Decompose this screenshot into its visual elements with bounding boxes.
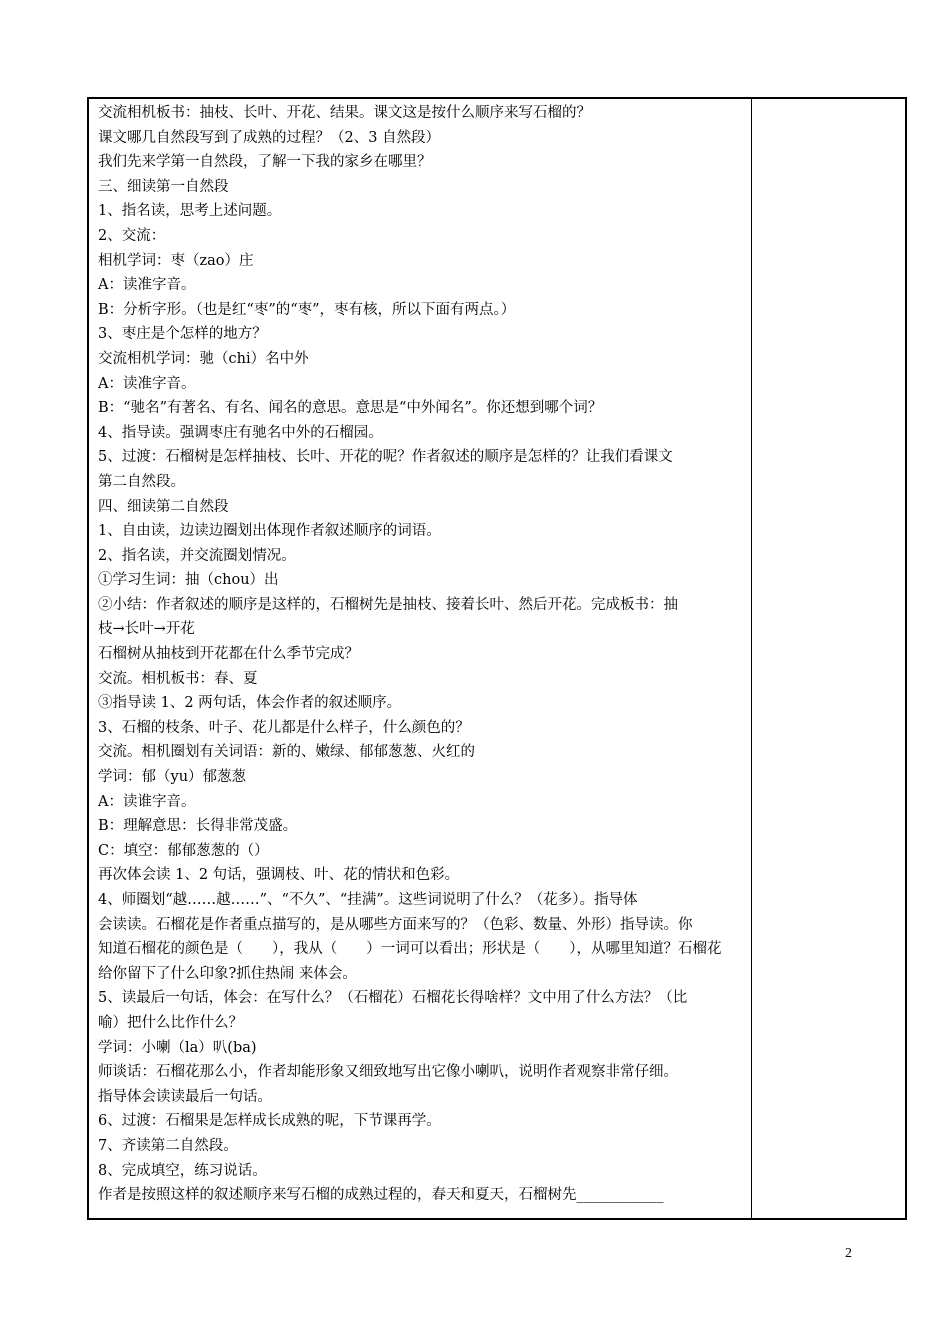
text-line: 交流相机学词：驰（chi）名中外: [98, 350, 309, 367]
text-line: 7、齐读第二自然段。: [98, 1137, 238, 1154]
text-line: 3、石榴的枝条、叶子、花儿都是什么样子，什么颜色的？: [98, 719, 470, 736]
page-number: 2: [845, 1246, 852, 1261]
text-line: 5、读最后一句话，体会：在写什么？（石榴花）石榴花长得啥样？文中用了什么方法？（比: [98, 990, 688, 1007]
text-line: 作者是按照这样的叙述顺序来写石榴的成熟过程的，春天和夏天，石榴树先____________: [98, 1187, 664, 1204]
text-line: 8、完成填空，练习说话。: [98, 1162, 267, 1179]
text-line: 四、细读第二自然段: [98, 498, 229, 515]
text-line: 石榴树从抽枝到开花都在什么季节完成？: [98, 646, 359, 663]
text-line: B：“驰名”有著名、有名、闻名的意思。意思是“中外闻名”。你还想到哪个词？: [98, 400, 603, 417]
text-line: 喻）把什么比作什么？: [98, 1014, 243, 1031]
text-line: 会读读。石榴花是作者重点描写的，是从哪些方面来写的？（色彩、数量、外形）指导读。你: [98, 916, 693, 933]
text-line: 指导体会读读最后一句话。: [98, 1088, 272, 1105]
text-line: 2、交流：: [98, 227, 166, 244]
text-line: 课文哪几自然段写到了成熟的过程？（2、3 自然段）: [98, 129, 441, 146]
text-line: B：分析字形。（也是红“枣”的“枣”，枣有核，所以下面有两点。）: [98, 301, 516, 318]
text-line: 4、指导读。强调枣庄有驰名中外的石榴园。: [98, 424, 383, 441]
text-line: A：读准字音。: [98, 277, 196, 294]
text-line: 学词：郁（yu）郁葱葱: [98, 769, 247, 786]
text-line: 2、指名读，并交流圈划情况。: [98, 547, 296, 564]
text-line: 知道石榴花的颜色是（ ），我从（ ）一词可以看出；形状是（ ），从哪里知道？石榴花: [98, 941, 722, 958]
text-line: 3、枣庄是个怎样的地方？: [98, 326, 267, 343]
text-line: ③指导读 1、2 两句话，体会作者的叙述顺序。: [98, 695, 402, 712]
text-line: 6、过渡：石榴果是怎样成长成熟的呢，下节课再学。: [98, 1113, 441, 1130]
lesson-plan-table: [87, 97, 907, 1220]
text-line: A：读谁字音。: [98, 793, 196, 810]
text-line: A：读准字音。: [98, 375, 196, 392]
text-line: 交流。相机圈划有关词语：新的、嫩绿、郁郁葱葱、火红的: [98, 744, 475, 761]
text-line: 交流相机板书：抽枝、长叶、开花、结果。课文这是按什么顺序来写石榴的？: [98, 105, 591, 121]
text-line: 相机学词：枣（zao）庄: [98, 252, 254, 269]
text-line: 第二自然段。: [98, 473, 185, 490]
text-line: 1、指名读，思考上述问题。: [98, 203, 282, 220]
text-line: 我们先来学第一自然段，了解一下我的家乡在哪里？: [98, 154, 432, 171]
text-line: 给你留下了什么印象?抓住热闹 来体会。: [98, 965, 357, 982]
text-line: C：填空：郁郁葱葱的（）: [98, 842, 269, 859]
text-line: ②小结：作者叙述的顺序是这样的，石榴树先是抽枝、接着长叶、然后开花。完成板书：抽: [98, 596, 678, 613]
text-line: 枝→长叶→开花: [98, 621, 195, 638]
notes-cell: [752, 99, 905, 1218]
text-line: 5、过渡：石榴树是怎样抽枝、长叶、开花的呢？作者叙述的顺序是怎样的？让我们看课文: [98, 449, 673, 466]
text-line: 师谈话：石榴花那么小，作者却能形象又细致地写出它像小喇叭，说明作者观察非常仔细。: [98, 1064, 678, 1081]
text-line: B：理解意思：长得非常茂盛。: [98, 818, 298, 835]
text-line: 交流。相机板书：春、夏: [98, 670, 258, 687]
text-line: 再次体会读 1、2 句话，强调枝、叶、花的情状和色彩。: [98, 867, 460, 884]
text-line: ①学习生词：抽（chou）出: [98, 572, 279, 589]
text-line: 三、细读第一自然段: [98, 178, 229, 195]
text-line: 学词：小喇（la）叭(ba): [98, 1039, 257, 1056]
text-line: 4、师圈划“越……越……”、“不久”、“挂满”。这些词说明了什么？（花多）。指导体: [98, 892, 638, 908]
lesson-content-cell: [89, 99, 752, 1218]
text-line: 1、自由读，边读边圈划出体现作者叙述顺序的词语。: [98, 523, 441, 540]
